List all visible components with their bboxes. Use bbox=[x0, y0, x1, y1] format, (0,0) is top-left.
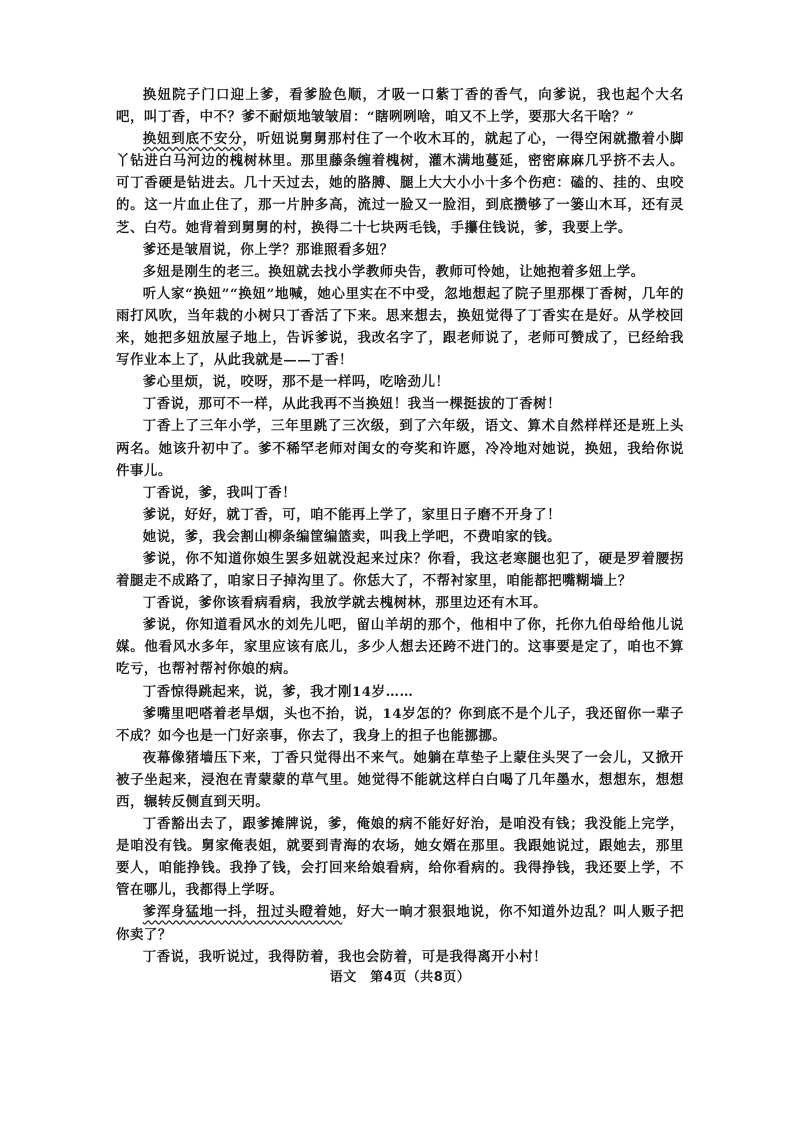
paragraph bbox=[116, 614, 684, 680]
paragraph-text: 夜幕像猪墙压下来，丁香只觉得出不来气。她躺在草垫子上蒙住头哭了一会儿，又掀开被子坐起来，浸泡在青蒙蒙的草气里。她觉得不能就这样白白喝了几年墨水，想想东，想想西，辗转反侧直到天明。 bbox=[116, 749, 684, 810]
paragraph bbox=[116, 239, 684, 261]
paragraph bbox=[116, 84, 684, 128]
paragraph bbox=[116, 901, 684, 945]
paragraph-text: ，听妞说舅舅那村住了一个收木耳的，就起了心，一得空闲就撒着小脚丫钻进白马河边的槐树林里。那里藤条缠着槐树，灌木满地蔓延，密密麻麻几乎挤不去人。可丁香硬是钻进去。几十天过去，她的胳膊、腿上大大小小十多个伤疤：磕的、挂的、虫咬的。这一片血止住了，那一片肿多高，流过一脸又一脸泪，到底攒够了一篓山木耳，还有灵芝、白芍。她背着到舅舅的村，换得二十七块两毛钱，手攥住钱说，爹，我要上学。 bbox=[116, 131, 684, 236]
paragraph bbox=[116, 371, 684, 393]
page-footer: 语文 第4页（共8页） bbox=[329, 970, 471, 985]
paragraph bbox=[116, 946, 684, 968]
paragraph bbox=[116, 747, 684, 813]
paragraph-text: 丁香说，爹，我叫丁香！ bbox=[142, 484, 297, 501]
paragraph bbox=[116, 703, 684, 747]
paragraph bbox=[116, 681, 684, 703]
paragraph-text: 爹嘴里吧嗒着老旱烟，头也不抬，说，14岁怎的？你到底不是个儿子，我还留你一辈子不成？如今也是一门好亲事，你去了，我身上的担子也能挪挪。 bbox=[116, 705, 684, 744]
paragraph-text: 爹还是皱眉说，你上学？那谁照看多妞？ bbox=[142, 241, 394, 258]
paragraph bbox=[116, 504, 684, 526]
paragraph bbox=[116, 415, 684, 481]
paragraph-text: ，好大一晌才狠狠地说，你不知道外边乱？叫人贩子把你卖了？ bbox=[116, 904, 685, 943]
paragraph bbox=[116, 261, 684, 283]
paragraph bbox=[116, 128, 684, 238]
paragraph-text: 换妞院子门口迎上爹，看爹脸色顺，才吸一口紫丁香的香气，向爹说，我也起个大名吧，叫丁香，中不？爹不耐烦地皱皱眉：“瞎咧咧啥，咱又不上学，要那大名干啥？” bbox=[116, 87, 684, 126]
paragraph-text: 丁香上了三年小学，三年里跳了三次级，到了六年级，语文、算术自然样样还是班上头两名。她该升初中了。爹不稀罕老师对闺女的夸奖和许愿，冷冷地对她说，换妞，我给你说件事儿。 bbox=[116, 418, 684, 479]
paragraph-text: 爹说，你知道看风水的刘先儿吧，留山羊胡的那个，他相中了你，托你九伯母给他儿说媒。他看风水多年，家里应该有底儿，多少人想去还跨不进门的。这事要是定了，咱也不算吃亏，也帮衬帮衬你娘的病。 bbox=[116, 617, 684, 678]
paragraph-text: 她说，爹，我会割山柳条编筐编篮卖，叫我上学吧，不费咱家的钱。 bbox=[142, 528, 562, 545]
underlined-phrase: 换妞到底不安分 bbox=[142, 131, 243, 148]
paragraph bbox=[116, 813, 684, 901]
paragraph-text: 丁香惊得跳起来，说，爹，我才刚14岁…… bbox=[142, 683, 414, 700]
paragraph-text: 多妞是刚生的老三。换妞就去找小学教师央告，教师可怜她，让她抱着多妞上学。 bbox=[142, 263, 645, 280]
paragraph-text: 爹说，好好，就丁香，可，咱不能再上学了，家里日子磨不开身了！ bbox=[142, 506, 562, 523]
paragraph-text: 爹心里烦，说，咬呀，那不是一样吗，吃啥劲儿！ bbox=[142, 374, 450, 391]
paragraph-text: 丁香豁出去了，跟爹摊牌说，爹，俺娘的病不能好好治，是咱没有钱；我没能上完学，是咱没有钱。舅家俺表姐，就要到青海的农场，她女婿在那里。我跟她说过，跟她去，那里要人，咱能挣钱。我挣了钱，会打回来给娘看病，给你看病的。我得挣钱，我还要上学，不管在哪儿，我都得上学呀。 bbox=[116, 816, 684, 899]
underlined-phrase: 爹浑身猛地一抖，扭过头瞪着她 bbox=[142, 904, 343, 921]
paragraph-text: 爹说，你不知道你娘生罢多妞就没起来过床？你看，我这老寒腿也犯了，硬是罗着腰拐着腿走不成路了，咱家日子掉沟里了。你恁大了，不帮衬家里，咱能都把嘴糊墙上？ bbox=[116, 550, 684, 590]
paragraph-text: 丁香说，那可不一样，从此我再不当换妞！我当一棵挺拔的丁香树！ bbox=[142, 396, 562, 413]
paragraph bbox=[116, 592, 684, 614]
paragraph bbox=[116, 393, 684, 415]
paragraph bbox=[116, 526, 684, 548]
paragraph-text: 丁香说，我听说过，我得防着，我也会防着，可是我得离开小村！ bbox=[142, 948, 548, 965]
passage-body bbox=[116, 84, 684, 968]
paragraph-text: 听人家“换妞”“换妞”地喊，她心里实在不中受，忽地想起了院子里那棵丁香树，几年的雨打风吹，当年栽的小树只丁香活了下来。思来想去，换妞觉得了丁香实在是好。从学校回来，她把多妞放屋子地上，告诉爹说，我改名字了，跟老师说了，老师可赞成了，已经给我写作业本上了，从此我就是——丁香！ bbox=[116, 285, 684, 369]
paragraph bbox=[116, 482, 684, 504]
paragraph bbox=[116, 548, 684, 592]
paragraph bbox=[116, 283, 684, 371]
paragraph-text: 丁香说，爹你该看病看病，我放学就去槐树林，那里边还有木耳。 bbox=[142, 595, 548, 612]
